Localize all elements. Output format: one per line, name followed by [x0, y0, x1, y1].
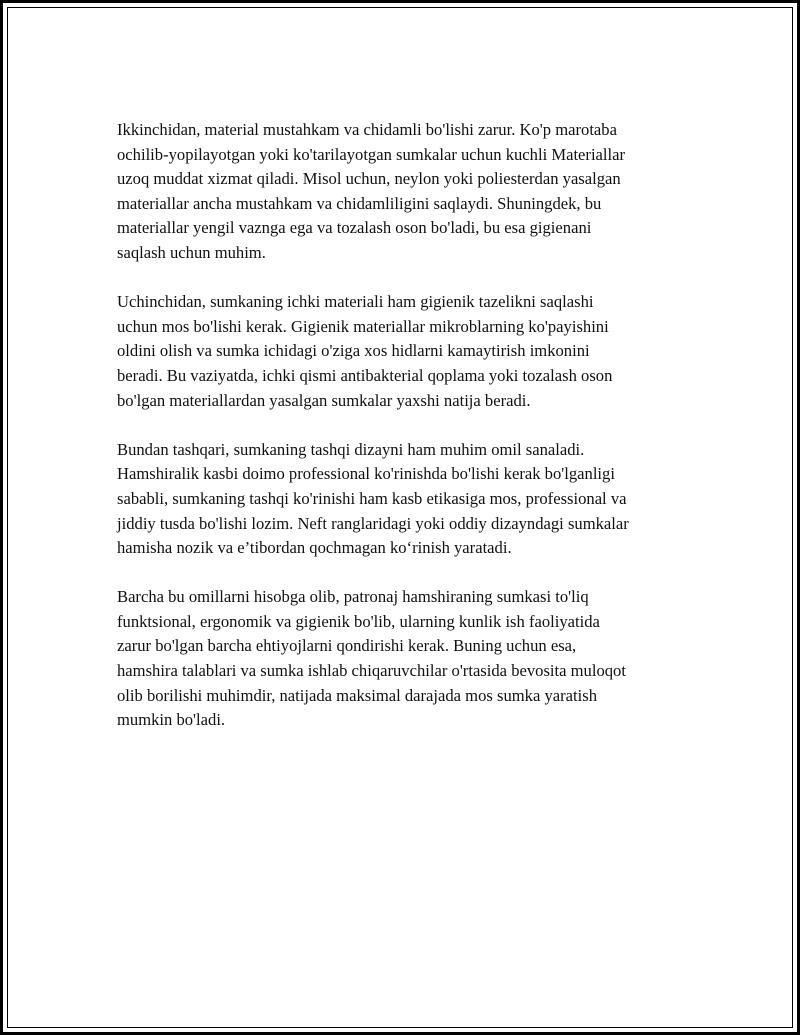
paragraph-line: olib borilishi muhimdir, natijada maksimal darajada mos sumka yaratish	[117, 685, 597, 705]
paragraph-line: hamshira talablari va sumka ishlab chiqaruvchilar o'rtasida bevosita muloqot	[117, 661, 626, 681]
paragraph-line: uzoq muddat xizmat qiladi. Misol uchun, neylon yoki poliesterdan yasalgan	[117, 169, 621, 189]
paragraph-line: uchun mos bo'lishi kerak. Gigienik materiallar mikroblarning ko'payishini	[117, 316, 609, 336]
paragraph-line: sababli, sumkaning tashqi ko'rinishi ham kasb etikasiga mos, professional va	[117, 488, 627, 508]
document-body	[117, 118, 717, 757]
paragraph-line: zarur bo'lgan barcha ehtiyojlarni qondirishi kerak. Buning uchun esa,	[117, 636, 577, 656]
paragraph-line: Hamshiralik kasbi doimo professional ko'rinishda bo'lishi kerak bo'lganligi	[117, 464, 615, 484]
paragraph-line: Barcha bu omillarni hisobga olib, patronaj hamshiraning sumkasi to'liq	[117, 587, 589, 607]
paragraph-1	[117, 118, 717, 266]
paragraph-line: Uchinchidan, sumkaning ichki materiali ham gigienik tazelikni saqlashi	[117, 292, 594, 312]
paragraph-line: oldini olish va sumka ichidagi o'ziga xos hidlarni kamaytirish imkonini	[117, 341, 590, 361]
paragraph-line: jiddiy tusda bo'lishi lozim. Neft ranglaridagi yoki oddiy dizayndagi sumkalar	[117, 513, 629, 533]
paragraph-line: Ikkinchidan, material mustahkam va chidamli bo'lishi zarur. Ko'p marotaba	[117, 120, 617, 139]
paragraph-line: bo'lgan materiallardan yasalgan sumkalar yaxshi natija beradi.	[117, 390, 531, 410]
paragraph-line: beradi. Bu vaziyatda, ichki qismi antibakterial qoplama yoki tozalash oson	[117, 365, 613, 385]
paragraph-line: materiallar yengil vaznga ega va tozalash oson bo'ladi, bu esa gigienani	[117, 218, 592, 238]
paragraph-line: materiallar ancha mustahkam va chidamliligini saqlaydi. Shuningdek, bu	[117, 193, 602, 213]
paragraph-line: ochilib-yopilayotgan yoki ko'tarilayotgan sumkalar uchun kuchli Materiallar	[117, 144, 626, 164]
paragraph-line: hamisha nozik va e’tibordan qochmagan ko‘rinish yaratadi.	[117, 538, 512, 558]
paragraph-2	[117, 290, 717, 413]
paragraph-3	[117, 438, 717, 561]
paragraph-line: Bundan tashqari, sumkaning tashqi dizayni ham muhim omil sanaladi.	[117, 439, 585, 459]
paragraph-line: funktsional, ergonomik va gigienik bo'lib, ularning kunlik ish faoliyatida	[117, 611, 600, 631]
paragraph-line: mumkin bo'ladi.	[117, 710, 226, 730]
paragraph-line: saqlash uchun muhim.	[117, 242, 266, 262]
paragraph-4	[117, 585, 717, 733]
